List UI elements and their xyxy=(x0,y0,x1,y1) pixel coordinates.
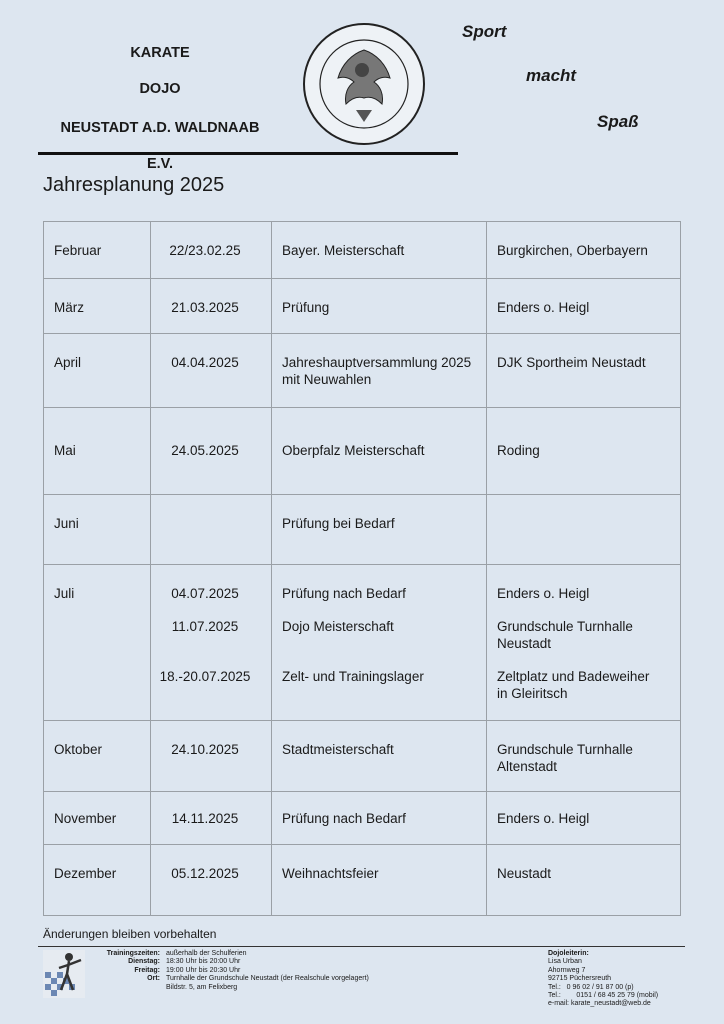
schedule-place-cell-entry: Roding xyxy=(497,443,540,458)
schedule-date-cell-entry: 22/23.02.25 xyxy=(169,243,241,258)
schedule-date-cell xyxy=(151,222,272,279)
schedule-date-cell xyxy=(151,792,272,845)
changes-notice: Änderungen bleiben vorbehalten xyxy=(43,927,217,941)
schedule-row xyxy=(44,279,681,334)
schedule-row xyxy=(44,495,681,565)
schedule-event-cell xyxy=(272,845,487,916)
training-row xyxy=(96,967,369,975)
slogan-spass: Spaß xyxy=(597,112,639,131)
training-label: Dienstag: xyxy=(128,958,160,966)
leader-contact-line: Lisa Urban xyxy=(548,958,582,966)
schedule-date-cell xyxy=(151,845,272,916)
schedule-row xyxy=(44,334,681,408)
header-divider xyxy=(38,152,458,155)
schedule-place-cell xyxy=(487,845,681,916)
schedule-date-cell xyxy=(151,565,272,721)
schedule-place-cell-entry: Zeltplatz und Badeweiher in Gleiritsch xyxy=(497,669,650,701)
schedule-event-cell-entry: Prüfung nach Bedarf xyxy=(282,586,406,601)
club-seal-logo xyxy=(302,22,426,146)
training-row xyxy=(96,958,369,966)
training-value: Turnhalle der Grundschule Neustadt (der Realschule vorgelagert) xyxy=(166,975,369,983)
training-value: 19:00 Uhr bis 20:30 Uhr xyxy=(166,966,241,974)
schedule-event-cell-entry: Jahreshauptversammlung 2025 mit Neuwahlen xyxy=(282,355,472,387)
schedule-place-cell xyxy=(487,565,681,721)
schedule-event-cell-entry: Prüfung bei Bedarf xyxy=(282,516,395,531)
schedule-event-cell xyxy=(272,279,487,334)
footer-divider xyxy=(38,946,685,947)
schedule-event-cell-entry: Prüfung xyxy=(282,300,330,315)
training-row xyxy=(96,984,369,992)
schedule-place-cell-entry: Grundschule Turnhalle Neustadt xyxy=(497,619,633,651)
club-name-line1: KARATE xyxy=(130,45,190,61)
dojo-leader-contact xyxy=(548,950,658,1009)
schedule-month-cell: Oktober xyxy=(44,721,151,792)
schedule-month-cell: Dezember xyxy=(44,845,151,916)
schedule-place-cell xyxy=(487,279,681,334)
leader-heading: Dojoleiterin: xyxy=(548,950,589,957)
schedule-place-cell-entry: Grundschule Turnhalle Altenstadt xyxy=(497,742,633,774)
schedule-date-cell xyxy=(151,721,272,792)
schedule-place-cell xyxy=(487,222,681,279)
training-value: Bildstr. 5, am Felixberg xyxy=(166,983,238,991)
schedule-event-cell-entry: Oberpfalz Meisterschaft xyxy=(282,443,425,458)
schedule-date-cell-entry: 04.07.2025 xyxy=(171,586,239,601)
schedule-place-cell xyxy=(487,721,681,792)
schedule-place-cell xyxy=(487,792,681,845)
schedule-event-cell xyxy=(272,792,487,845)
leader-contact-line: Ahornweg 7 xyxy=(548,966,586,974)
schedule-event-cell xyxy=(272,721,487,792)
schedule-date-cell xyxy=(151,279,272,334)
training-row xyxy=(96,975,369,983)
schedule-date-cell xyxy=(151,408,272,495)
schedule-event-cell-entry: Prüfung nach Bedarf xyxy=(282,811,406,826)
schedule-place-cell-entry: Neustadt xyxy=(497,866,552,881)
schedule-date-cell-entry: 14.11.2025 xyxy=(171,811,239,826)
club-name-line2: DOJO xyxy=(139,81,181,97)
schedule-event-cell-entry: Stadtmeisterschaft xyxy=(282,742,394,757)
training-row xyxy=(96,950,369,958)
schedule-month-cell: Juli xyxy=(44,565,151,721)
schedule-date-cell-entry: 18.-20.07.2025 xyxy=(159,669,251,684)
schedule-date-cell-entry: 11.07.2025 xyxy=(171,619,239,634)
karate-figure-logo xyxy=(43,950,85,998)
schedule-row xyxy=(44,408,681,495)
schedule-month-cell: Mai xyxy=(44,408,151,495)
club-name-line4: E.V. xyxy=(146,156,174,172)
schedule-place-cell-entry: Enders o. Heigl xyxy=(497,300,590,315)
training-times xyxy=(96,950,369,992)
schedule-event-cell xyxy=(272,222,487,279)
schedule-event-cell-entry: Bayer. Meisterschaft xyxy=(282,243,405,258)
schedule-date-cell xyxy=(151,334,272,408)
training-label: Freitag: xyxy=(134,966,160,974)
schedule-row xyxy=(44,222,681,279)
schedule-date-cell-entry: 21.03.2025 xyxy=(171,300,239,315)
schedule-date-cell xyxy=(151,495,272,565)
schedule-event-cell xyxy=(272,334,487,408)
schedule-place-cell-entry: Enders o. Heigl xyxy=(497,586,590,601)
club-name xyxy=(30,26,290,173)
training-label: Trainingszeiten: xyxy=(106,950,160,957)
schedule-place-cell-entry: DJK Sportheim Neustadt xyxy=(497,355,646,370)
schedule-event-cell-entry: Dojo Meisterschaft xyxy=(282,619,394,634)
schedule-row xyxy=(44,845,681,916)
schedule-row xyxy=(44,721,681,792)
leader-contact-line: Tel.: 0151 / 68 45 25 79 (mobil) xyxy=(548,992,659,1000)
schedule-place-cell xyxy=(487,495,681,565)
schedule-event-cell xyxy=(272,565,487,721)
schedule-place-cell xyxy=(487,334,681,408)
schedule-row xyxy=(44,565,681,721)
schedule-event-cell-entry: Weihnachtsfeier xyxy=(282,866,379,881)
schedule-date-cell-entry: 04.04.2025 xyxy=(171,355,239,370)
slogan-sport: Sport xyxy=(462,22,507,41)
schedule-date-cell-entry: 24.05.2025 xyxy=(171,443,239,458)
schedule-month-cell: Februar xyxy=(44,222,151,279)
club-name-line3: NEUSTADT A.D. WALDNAAB xyxy=(60,120,260,136)
leader-contact-line: Tel.: 0 96 02 / 91 87 00 (p) xyxy=(548,983,634,991)
schedule-month-cell: Juni xyxy=(44,495,151,565)
training-value: 18:30 Uhr bis 20:00 Uhr xyxy=(166,958,241,966)
schedule-event-cell-entry: Zelt- und Trainingslager xyxy=(282,669,424,684)
page-title: Jahresplanung 2025 xyxy=(43,174,225,196)
schedule-event-cell xyxy=(272,495,487,565)
schedule-place-cell xyxy=(487,408,681,495)
schedule-place-cell-entry: Burgkirchen, Oberbayern xyxy=(497,243,648,258)
schedule-month-cell: März xyxy=(44,279,151,334)
training-label: Ort: xyxy=(147,975,160,983)
training-value: außerhalb der Schulferien xyxy=(166,950,247,957)
training-label xyxy=(96,984,166,992)
schedule-event-cell xyxy=(272,408,487,495)
slogan-macht: macht xyxy=(526,66,577,85)
leader-contact-line: e-mail: karate_neustadt@web.de xyxy=(548,1000,651,1008)
leader-contact-line: 92715 Püchersreuth xyxy=(548,975,612,983)
schedule-month-cell: November xyxy=(44,792,151,845)
schedule-date-cell-entry: 24.10.2025 xyxy=(171,742,239,757)
schedule-row xyxy=(44,792,681,845)
schedule-place-cell-entry: Enders o. Heigl xyxy=(497,811,590,826)
schedule-date-cell-entry: 05.12.2025 xyxy=(171,866,239,881)
schedule-month-cell: April xyxy=(44,334,151,408)
schedule-table xyxy=(43,221,681,916)
